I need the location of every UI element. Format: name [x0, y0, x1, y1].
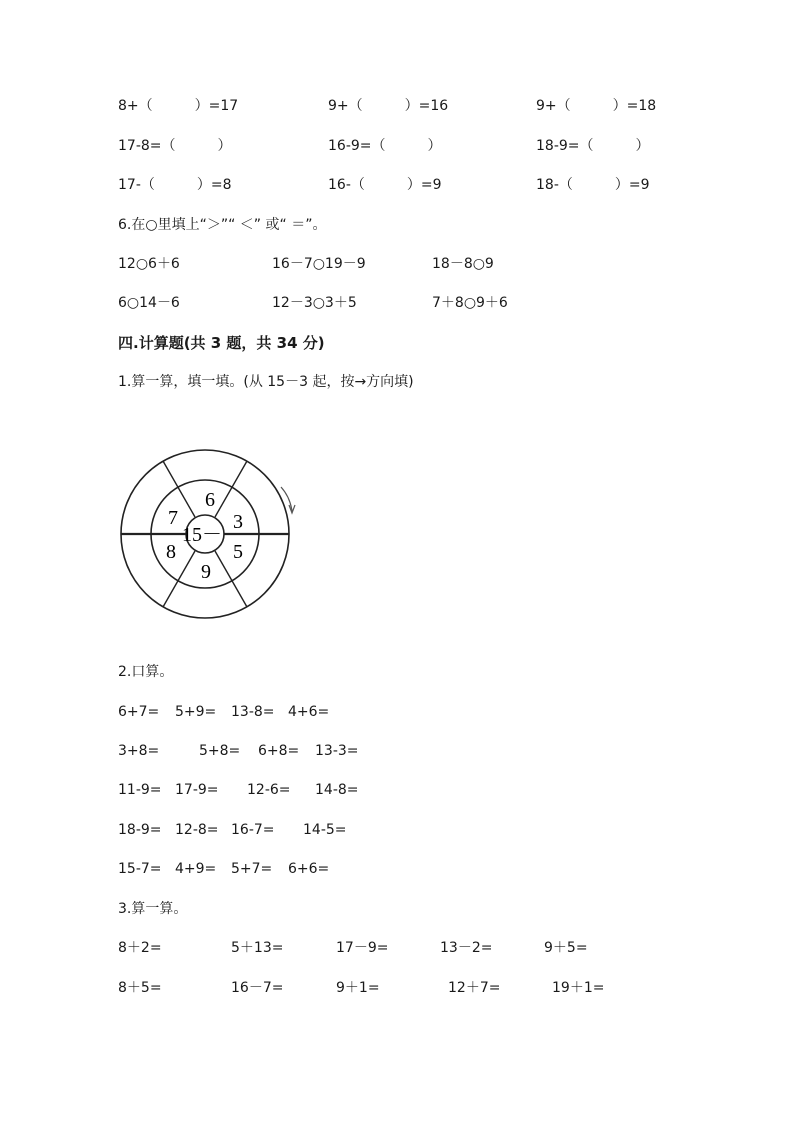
wheel-center-label: 15－: [182, 524, 222, 546]
equation: 8+（ ）=17: [118, 98, 239, 114]
oral-calc-item: 15-7=: [118, 861, 162, 877]
oral-calc-item: 5+8=: [199, 743, 241, 759]
equation: 18-9=（ ）: [536, 138, 650, 154]
oral-calc-item: 18-9=: [118, 822, 162, 838]
wheel-number: 5: [233, 541, 243, 563]
oral-calc-item: 17-9=: [175, 782, 219, 798]
oral-calc-item: 13-8=: [231, 704, 275, 720]
compare-item: 16－7○19－9: [272, 256, 366, 272]
compare-item: 12○6＋6: [118, 256, 180, 272]
oral-calc-item: 4+6=: [288, 704, 330, 720]
oral-calc-item: 11-9=: [118, 782, 162, 798]
oral-calc-item: 12-8=: [175, 822, 219, 838]
equation: 17-（ ）=8: [118, 177, 232, 193]
calc-item: 13－2=: [440, 940, 493, 956]
oral-calc-item: 12-6=: [247, 782, 291, 798]
calc-item: 16－7=: [231, 980, 284, 996]
equation: 17-8=（ ）: [118, 138, 232, 154]
equation: 18-（ ）=9: [536, 177, 650, 193]
calc-item: 5＋13=: [231, 940, 284, 956]
equation: 16-9=（ ）: [328, 138, 442, 154]
calc-item: 17－9=: [336, 940, 389, 956]
calc-item: 9＋5=: [544, 940, 588, 956]
oral-calc-item: 5+9=: [175, 704, 217, 720]
oral-calc-item: 6+8=: [258, 743, 300, 759]
wheel-number: 3: [233, 511, 243, 533]
wheel-number: 8: [166, 541, 176, 563]
compare-item: 18－8○9: [432, 256, 494, 272]
calc-item: 19＋1=: [552, 980, 605, 996]
calc-item: 8＋2=: [118, 940, 162, 956]
oral-calc-item: 6+7=: [118, 704, 160, 720]
calculation-wheel: [118, 447, 300, 621]
oral-calc-item: 13-3=: [315, 743, 359, 759]
oral-calc-item: 14-5=: [303, 822, 347, 838]
equation: 9+（ ）=16: [328, 98, 449, 114]
oral-calc-item: 5+7=: [231, 861, 273, 877]
wheel-number: 7: [168, 507, 178, 529]
oral-calc-item: 3+8=: [118, 743, 160, 759]
compare-item: 12－3○3＋5: [272, 295, 357, 311]
divider-line: [215, 461, 247, 517]
question-1-title: 1.算一算，填一填。(从 15－3 起，按→方向填): [118, 374, 414, 390]
section-4-title: 四.计算题(共 3 题，共 34 分): [118, 334, 325, 352]
calc-item: 9＋1=: [336, 980, 380, 996]
question-3-title: 3.算一算。: [118, 901, 188, 917]
question-2-title: 2.口算。: [118, 664, 174, 680]
calc-item: 12＋7=: [448, 980, 501, 996]
compare-item: 7＋8○9＋6: [432, 295, 508, 311]
calc-item: 8＋5=: [118, 980, 162, 996]
oral-calc-item: 16-7=: [231, 822, 275, 838]
question-6-title: 6.在○里填上“＞”“ ＜” 或“ ＝”。: [118, 217, 327, 233]
oral-calc-item: 4+9=: [175, 861, 217, 877]
equation: 9+（ ）=18: [536, 98, 657, 114]
oral-calc-item: 6+6=: [288, 861, 330, 877]
wheel-number: 6: [205, 489, 215, 511]
wheel-number: 9: [201, 561, 211, 583]
compare-item: 6○14－6: [118, 295, 180, 311]
oral-calc-item: 14-8=: [315, 782, 359, 798]
equation: 16-（ ）=9: [328, 177, 442, 193]
